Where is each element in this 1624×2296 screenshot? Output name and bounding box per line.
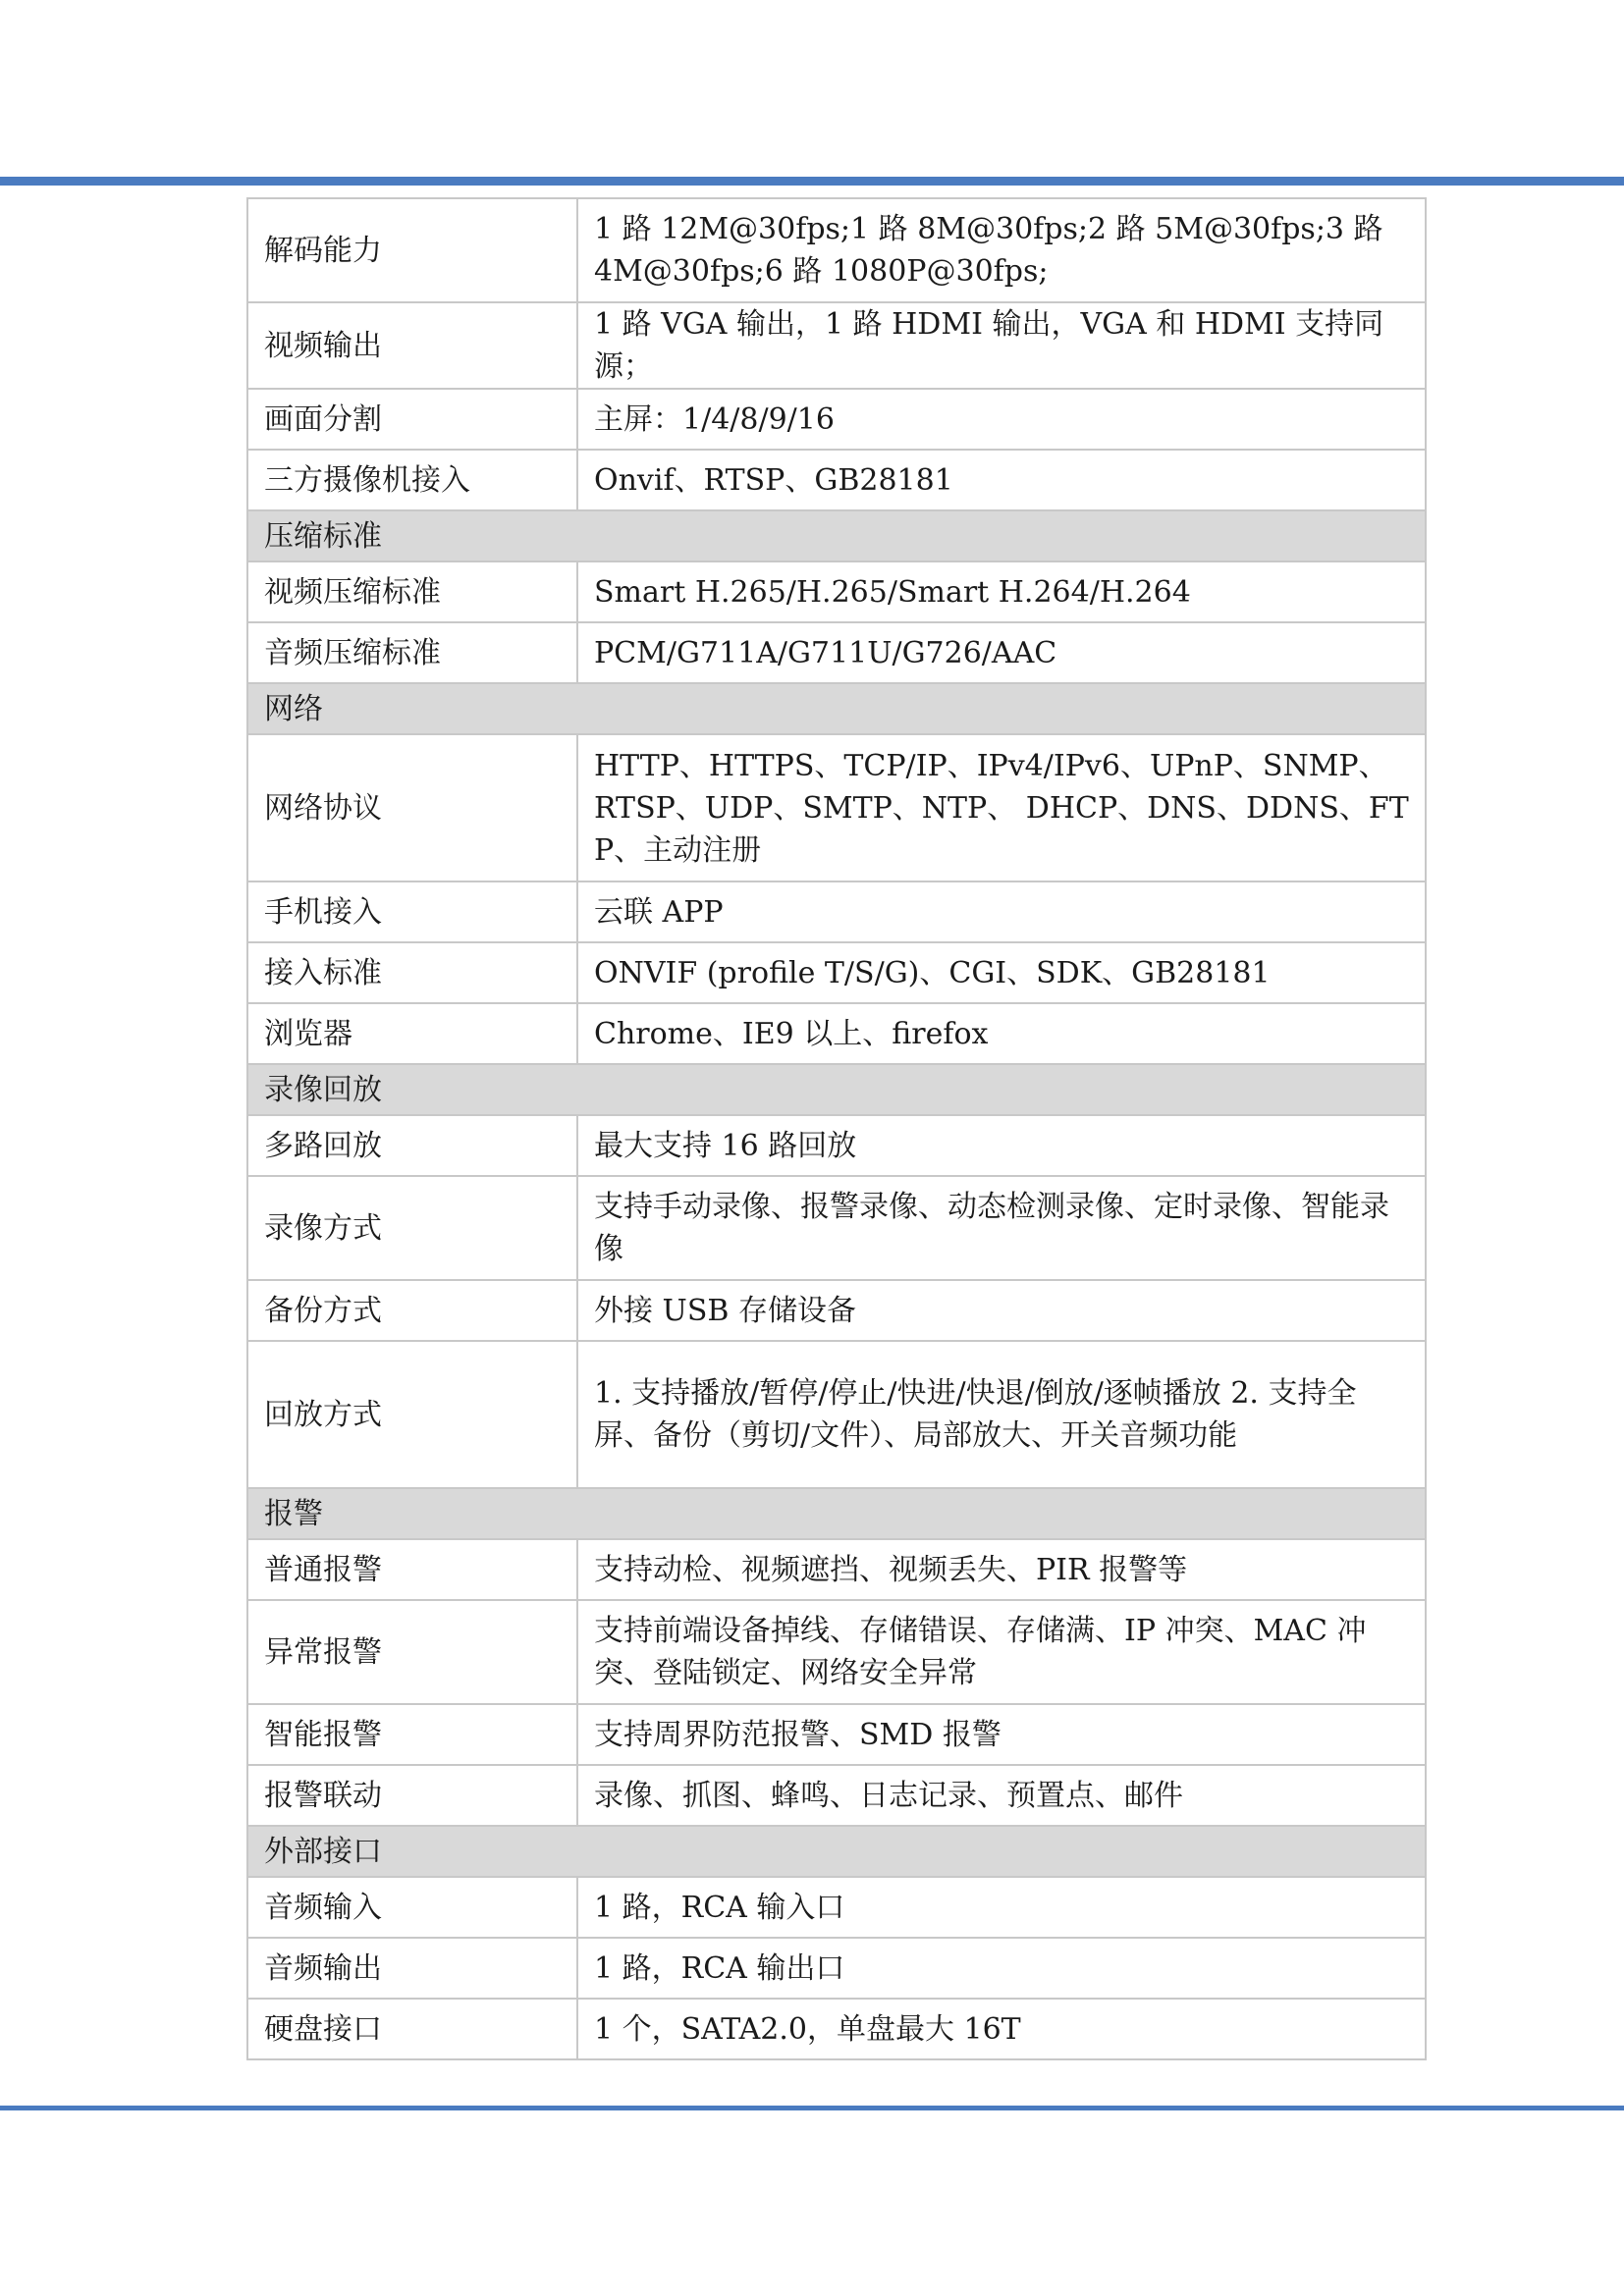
table-row (247, 302, 1426, 389)
table-row (247, 450, 1426, 510)
spec-label: 回放方式 (247, 1341, 577, 1488)
section-title: 外部接口 (247, 1826, 1426, 1877)
table-row (247, 734, 1426, 881)
spec-label: 智能报警 (247, 1704, 577, 1765)
spec-label: 三方摄像机接入 (247, 450, 577, 510)
spec-label: 浏览器 (247, 1003, 577, 1064)
table-row (247, 389, 1426, 450)
table-row (247, 1999, 1426, 2059)
spec-label: 网络协议 (247, 734, 577, 881)
spec-value: 支持周界防范报警、SMD 报警 (577, 1704, 1426, 1765)
table-row (247, 1176, 1426, 1280)
table-row (247, 622, 1426, 683)
table-row (247, 1600, 1426, 1704)
spec-label: 普通报警 (247, 1539, 577, 1600)
spec-value: 云联 APP (577, 881, 1426, 942)
spec-label: 接入标准 (247, 942, 577, 1003)
table-row (247, 881, 1426, 942)
spec-value: 外接 USB 存储设备 (577, 1280, 1426, 1341)
spec-label: 音频输出 (247, 1938, 577, 1999)
spec-label: 音频输入 (247, 1877, 577, 1938)
spec-value: Chrome、IE9 以上、firefox (577, 1003, 1426, 1064)
spec-value: 1 路 12M@30fps;1 路 8M@30fps;2 路 5M@30fps;3 路 4M@30fps;6 路 1080P@30fps; (577, 198, 1426, 302)
footer-rule (0, 2106, 1624, 2110)
spec-label: 手机接入 (247, 881, 577, 942)
spec-label: 视频输出 (247, 302, 577, 389)
spec-value: 录像、抓图、蜂鸣、日志记录、预置点、邮件 (577, 1765, 1426, 1826)
spec-table (246, 197, 1427, 2060)
header-rule (0, 177, 1624, 186)
spec-value: 1 路 VGA 输出，1 路 HDMI 输出，VGA 和 HDMI 支持同源； (577, 302, 1426, 389)
spec-value: 1 路，RCA 输入口 (577, 1877, 1426, 1938)
spec-value: 支持动检、视频遮挡、视频丢失、PIR 报警等 (577, 1539, 1426, 1600)
section-header-row (247, 510, 1426, 561)
spec-value: 主屏：1/4/8/9/16 (577, 389, 1426, 450)
spec-value: PCM/G711A/G711U/G726/AAC (577, 622, 1426, 683)
spec-label: 音频压缩标准 (247, 622, 577, 683)
spec-value: 支持前端设备掉线、存储错误、存储满、IP 冲突、MAC 冲突、登陆锁定、网络安全异常 (577, 1600, 1426, 1704)
table-row (247, 198, 1426, 302)
spec-label: 硬盘接口 (247, 1999, 577, 2059)
section-title: 报警 (247, 1488, 1426, 1539)
spec-value: 最大支持 16 路回放 (577, 1115, 1426, 1176)
table-row (247, 1877, 1426, 1938)
spec-value: Onvif、RTSP、GB28181 (577, 450, 1426, 510)
spec-label: 报警联动 (247, 1765, 577, 1826)
table-row (247, 1003, 1426, 1064)
spec-label: 解码能力 (247, 198, 577, 302)
spec-label: 备份方式 (247, 1280, 577, 1341)
table-row (247, 942, 1426, 1003)
section-title: 网络 (247, 683, 1426, 734)
spec-value: HTTP、HTTPS、TCP/IP、IPv4/IPv6、UPnP、SNMP、RTSP、UDP、SMTP、NTP、 DHCP、DNS、DDNS、FTP、主动注册 (577, 734, 1426, 881)
table-row (247, 1765, 1426, 1826)
section-header-row (247, 1064, 1426, 1115)
spec-value: 1. 支持播放/暂停/停止/快进/快退/倒放/逐帧播放 2. 支持全屏、备份（剪切/文件）、局部放大、开关音频功能 (577, 1341, 1426, 1488)
spec-value: 1 个，SATA2.0，单盘最大 16T (577, 1999, 1426, 2059)
table-row (247, 1938, 1426, 1999)
section-title: 压缩标准 (247, 510, 1426, 561)
spec-label: 异常报警 (247, 1600, 577, 1704)
section-header-row (247, 1826, 1426, 1877)
table-row (247, 1280, 1426, 1341)
table-row (247, 1539, 1426, 1600)
section-title: 录像回放 (247, 1064, 1426, 1115)
table-row (247, 561, 1426, 622)
spec-label: 多路回放 (247, 1115, 577, 1176)
section-header-row (247, 1488, 1426, 1539)
section-header-row (247, 683, 1426, 734)
table-row (247, 1704, 1426, 1765)
spec-value: Smart H.265/H.265/Smart H.264/H.264 (577, 561, 1426, 622)
spec-value: 1 路，RCA 输出口 (577, 1938, 1426, 1999)
spec-table-body (247, 198, 1426, 2059)
table-row (247, 1341, 1426, 1488)
spec-value: 支持手动录像、报警录像、动态检测录像、定时录像、智能录像 (577, 1176, 1426, 1280)
spec-value: ONVIF (profile T/S/G)、CGI、SDK、GB28181 (577, 942, 1426, 1003)
spec-label: 录像方式 (247, 1176, 577, 1280)
spec-label: 视频压缩标准 (247, 561, 577, 622)
table-row (247, 1115, 1426, 1176)
spec-label: 画面分割 (247, 389, 577, 450)
